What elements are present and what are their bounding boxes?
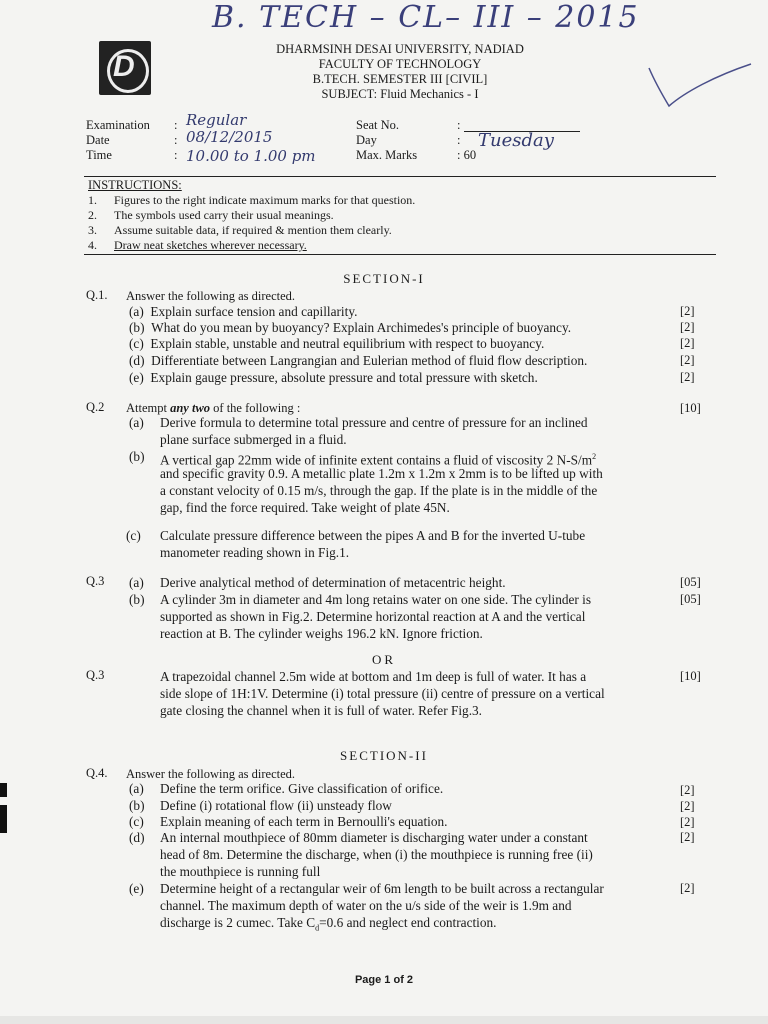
check-mark-icon	[645, 62, 755, 112]
q4-c-text: Explain meaning of each term in Bernoulli's equation.	[160, 814, 448, 829]
q1-part-b: (b) What do you mean by buoyancy? Explain Archimedes's principle of buoyancy.	[129, 320, 572, 335]
q4-intro: Answer the following as directed.	[126, 767, 296, 781]
q3-a-text: Derive analytical method of determination of metacentric height.	[160, 575, 506, 590]
q4-a-marks: [2]	[680, 783, 695, 797]
q4-d-line1: An internal mouthpiece of 80mm diameter is discharging water under a constant	[160, 830, 588, 845]
q1-d-marks: [2]	[680, 353, 695, 367]
q4-c-tag: (c)	[129, 814, 144, 829]
q2-label: Q.2	[86, 400, 105, 414]
day-label: Day	[356, 133, 377, 147]
date-value: 08/12/2015	[186, 128, 273, 146]
q2-b-line4: gap, find the force required. Take weight of plate 45N.	[160, 500, 450, 515]
q2-a-line2: plane surface submerged in a fluid.	[160, 432, 347, 447]
q1-label: Q.1.	[86, 288, 108, 302]
max-marks-label: Max. Marks	[356, 148, 418, 162]
q4-b-tag: (b)	[129, 798, 145, 813]
instruction-item: 3. Assume suitable data, if required & mention them clearly.	[88, 223, 392, 237]
q2-c-line2: manometer reading shown in Fig.1.	[160, 545, 350, 560]
instruction-item: 1. Figures to the right indicate maximum marks for that question.	[88, 193, 416, 207]
q4-d-line3: the mouthpiece is running full	[160, 864, 321, 879]
q3-label: Q.3	[86, 574, 105, 588]
handwritten-title: B. TECH – CL– III – 2015	[212, 0, 640, 35]
q4-b-marks: [2]	[680, 799, 695, 813]
q4-label: Q.4.	[86, 766, 108, 780]
q3-alt-line2: side slope of 1H:1V. Determine (i) total pressure (ii) centre of pressure on a vertical	[160, 686, 605, 701]
instruction-item: 2. The symbols used carry their usual meanings.	[88, 208, 334, 222]
q3-alt-marks: [10]	[680, 669, 701, 683]
q4-e-tag: (e)	[129, 881, 144, 896]
q2-b-tag: (b)	[129, 449, 145, 464]
seat-label: Seat No.	[356, 118, 400, 132]
q2-a-line1: Derive formula to determine total pressure and centre of pressure for an inclined	[160, 415, 588, 430]
examination-value: Regular	[186, 111, 247, 129]
date-label: Date	[86, 133, 110, 147]
scan-mark	[0, 783, 7, 797]
q3-a-marks: [05]	[680, 575, 701, 589]
max-marks-value: : 60	[457, 148, 477, 162]
q3-b-line1: A cylinder 3m in diameter and 4m long retains water on one side. The cylinder is	[160, 592, 592, 607]
q4-e-line3: discharge is 2 cumec. Take $C_d=0.6$ and neglect end contraction.	[160, 915, 497, 933]
q2-marks: [10]	[680, 401, 701, 415]
q2-c-line1: Calculate pressure difference between the pipes A and B for the inverted U-tube	[160, 528, 586, 543]
q2-c-tag: (c)	[126, 528, 141, 543]
scan-mark	[0, 805, 7, 833]
time-label: Time	[86, 148, 112, 162]
q2-a-tag: (a)	[129, 415, 144, 430]
or-separator: OR	[371, 652, 397, 667]
q1-part-a: (a) Explain surface tension and capillarity.	[129, 304, 358, 319]
q3-alt-line3: gate closing the channel when it is full of water. Refer Fig.3.	[160, 703, 482, 718]
q1-c-marks: [2]	[680, 336, 695, 350]
q1-part-d: (d) Differentiate between Langrangian and Eulerian method of fluid flow description.	[129, 353, 588, 368]
q3-b-line3: reaction at B. The cylinder weighs 196.2 kN. Ignore friction.	[160, 626, 483, 641]
q3-alt-line1: A trapezoidal channel 2.5m wide at bottom and 1m deep is full of water. It has a	[160, 669, 587, 684]
university-logo: D	[99, 41, 151, 95]
q1-part-c: (c) Explain stable, unstable and neutral equilibrium with respect to buoyancy.	[129, 336, 545, 351]
q4-d-marks: [2]	[680, 830, 695, 844]
page-edge	[0, 1016, 768, 1024]
university-name: DHARMSINH DESAI UNIVERSITY, NADIAD	[276, 42, 524, 56]
divider-instructions	[84, 254, 716, 255]
q4-e-marks: [2]	[680, 881, 695, 895]
subject-line: SUBJECT: Fluid Mechanics - I	[321, 87, 479, 101]
page-footer: Page 1 of 2	[354, 974, 414, 986]
divider-top	[84, 176, 716, 177]
instructions-title: INSTRUCTIONS:	[88, 178, 182, 192]
q1-part-e: (e) Explain gauge pressure, absolute pressure and total pressure with sketch.	[129, 370, 538, 385]
section-2-heading: SECTION-II	[340, 748, 428, 763]
q1-b-marks: [2]	[680, 320, 695, 334]
q3-b-line2: supported as shown in Fig.2. Determine horizontal reaction at A and the vertical	[160, 609, 586, 624]
q3-a-tag: (a)	[129, 575, 144, 590]
time-value: 10.00 to 1.00 pm	[186, 147, 316, 165]
instruction-item: 4. Draw neat sketches wherever necessary.	[88, 238, 307, 252]
q4-d-tag: (d)	[129, 830, 145, 845]
q4-b-text: Define (i) rotational flow (ii) unsteady flow	[160, 798, 392, 813]
q4-a-tag: (a)	[129, 781, 144, 796]
q1-intro: Answer the following as directed.	[126, 289, 296, 303]
exam-paper: B. TECH – CL– III – 2015 D DHARMSINH DESAI UNIVERSITY, NADIAD FACULTY OF TECHNOLOGY B.TECH. SEMESTER III [CIVIL] SUBJECT: Fluid Mechanics - I Examination Date Time : : : Regular 08/12/2015 10.00 to 1.00 pm Seat No. Day Max. Marks : : Tuesday : 60 INSTRUCTIONS: 1. Figures to the right indicate maximum marks for that question. 2. The symbols used carry their usual meanings. 3. Assume suitable data, if required & mention them clearly. 4. Draw neat sketches wherever necessary. SECTION-I Q.1. Answer the following as directed. (a) Explain surface tension and capillarity. [2] (b) What do you mean by buoyancy? Explain Archimedes's principle of buoyancy. [2] (c) Explain stable, unstable and neutral equilibrium with respect to buoyancy. [2] (d) Differentiate between Langrangian and Eulerian method of fluid flow description. [2] (e) Explain gauge pressure, absolute pressure and total pressure with sketch. [2] Q.2 Attempt any two of the following : [10] (a) Derive formula to determine total pressure and centre of pressure for an inclined plane surface submerged in a fluid. (b) A vertical gap 22mm wide of infinite extent contains a fluid of viscosity 2 $N-S/m^2$ and specific gravity 0.9. A metallic plate 1.2m x 1.2m x 2mm is to be lifted up with a constant velocity of 0.15 m/s, through the gap. If the plate is in the middle of the gap, find the force required. Take weight of plate 45N. (c) Calculate pressure difference between the pipes A and B for the inverted U-tube manometer reading shown in Fig.1. Q.3 (a) Derive analytical method of determination of metacentric height. [05] (b) A cylinder 3m in diameter and 4m long retains water on one side. The cylinder is [05] supported as shown in Fig.2. Determine horizontal reaction at A and the vertical reaction at B. The cylinder weighs 196.2 kN. Ignore friction. OR Q.3 A trapezoidal channel 2.5m wide at bottom and 1m deep is full of water. It has a [10] side slope of 1H:1V. Determine (i) total pressure (ii) centre of pressure on a vertical gate closing the channel when it is full of water. Refer Fig.3. SECTION-II Q.4. Answer the following as directed. (a) Define the term orifice. Give classification of orifice. [2] (b) Define (i) rotational flow (ii) unsteady flow [2] (c) Explain meaning of each term in Bernoulli's equation. [2] (d) An internal mouthpiece of 80mm diameter is discharging water under a constant [2] head of 8m. Determine the discharge, when (i) the mouthpiece is running free (ii) the mouthpiece is running full (e) Determine height of a rectangular weir of 6m length to be built across a rectangular [2] channel. The maximum depth of water on the u/s side of the weir is 1.9m and discharge is 2 cumec. Take $C_d=0.6$ and neglect end contraction. Page 1 of 2	[0, 0, 768, 1024]
section-1-heading: SECTION-I	[343, 271, 425, 286]
q3-b-tag: (b)	[129, 592, 145, 607]
semester-line: B.TECH. SEMESTER III [CIVIL]	[312, 72, 488, 86]
q2-intro: Attempt any two of the following :	[126, 401, 301, 415]
instructions	[88, 178, 415, 253]
q3-b-marks: [05]	[680, 592, 701, 606]
faculty-name: FACULTY OF TECHNOLOGY	[318, 57, 482, 71]
q4-d-line2: head of 8m. Determine the discharge, when (i) the mouthpiece is running free (ii)	[160, 847, 593, 862]
q4-e-line2: channel. The maximum depth of water on the u/s side of the weir is 1.9m and	[160, 898, 572, 913]
examination-label: Examination	[86, 118, 150, 132]
q2-b-line3: a constant velocity of 0.15 m/s, through the gap. If the plate is in the middle of the	[160, 483, 598, 498]
q4-e-line1: Determine height of a rectangular weir of 6m length to be built across a rectangular	[160, 881, 604, 896]
q1-e-marks: [2]	[680, 370, 695, 384]
q1-a-marks: [2]	[680, 304, 695, 318]
q4-c-marks: [2]	[680, 815, 695, 829]
q3-alt-label: Q.3	[86, 668, 105, 682]
q2-b-line2: and specific gravity 0.9. A metallic plate 1.2m x 1.2m x 2mm is to be lifted up with	[160, 466, 603, 481]
q2-b-line1: A vertical gap 22mm wide of infinite extent contains a fluid of viscosity 2 $N-S/m^2$	[160, 452, 597, 468]
q4-a-text: Define the term orifice. Give classification of orifice.	[160, 781, 444, 796]
day-value: Tuesday	[478, 130, 554, 151]
